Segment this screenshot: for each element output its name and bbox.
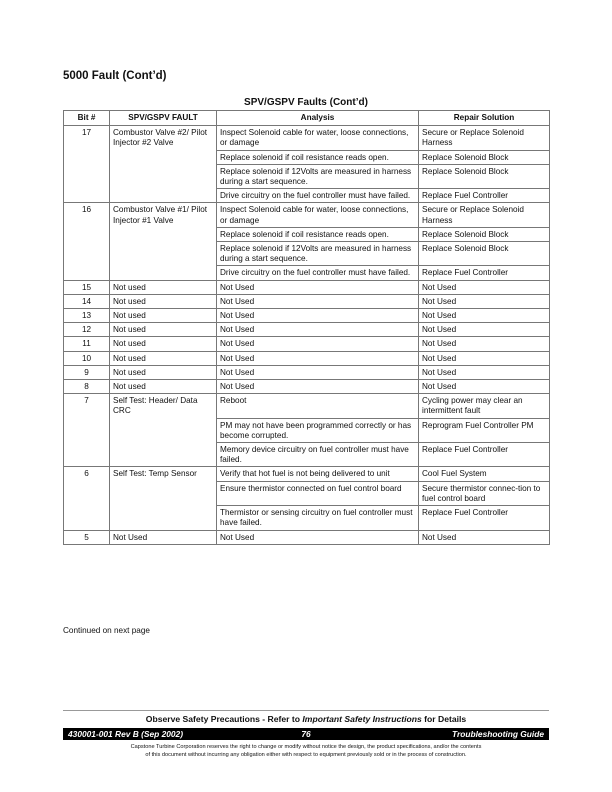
fault-cell: Not Used (110, 530, 217, 544)
analysis-cell: Not Used (217, 280, 419, 294)
safety-notice (63, 714, 549, 724)
disclaimer (70, 744, 542, 759)
analysis-cell: PM may not have been programmed correctly or has become corrupted. (217, 418, 419, 442)
faults-table (63, 110, 550, 545)
bit-cell: 13 (64, 309, 110, 323)
table-row (64, 394, 550, 418)
repair-cell: Secure thermistor connec-tion to fuel control board (419, 481, 550, 505)
bit-cell: 16 (64, 203, 110, 280)
header-analysis: Analysis (217, 111, 419, 126)
repair-cell: Replace Solenoid Block (419, 227, 550, 241)
analysis-cell: Not Used (217, 309, 419, 323)
disclaimer-line-1: Capstone Turbine Corporation reserves the right to change or modify without notice the design, the product specifications, and/or the contents (130, 744, 482, 750)
repair-cell: Replace Fuel Controller (419, 443, 550, 467)
analysis-cell: Not Used (217, 365, 419, 379)
repair-cell: Not Used (419, 323, 550, 337)
table-row (64, 126, 550, 150)
fault-cell: Combustor Valve #1/ Pilot Injector #1 Valve (110, 203, 217, 280)
table-title: SPV/GSPV Faults (Cont’d) (244, 97, 368, 108)
section-heading: 5000 Fault (Cont’d) (63, 70, 167, 82)
analysis-cell: Not Used (217, 351, 419, 365)
bit-cell: 7 (64, 394, 110, 467)
footer-bar (63, 728, 549, 740)
fault-cell: Combustor Valve #2/ Pilot Injector #2 Valve (110, 126, 217, 203)
bit-cell: 8 (64, 380, 110, 394)
table-header-row (64, 111, 550, 126)
disclaimer-line-2: of this document without incurring any obligation either with respect to equipment previously sold or in the process of construction. (145, 751, 467, 758)
fault-cell: Not used (110, 323, 217, 337)
continued-note: Continued on next page (63, 626, 150, 635)
analysis-cell: Replace solenoid if 12Volts are measured in harness during a start sequence. (217, 164, 419, 188)
footer-divider (63, 710, 549, 711)
table-row (64, 337, 550, 351)
analysis-cell: Drive circuitry on the fuel controller must have failed. (217, 266, 419, 280)
fault-cell: Self Test: Header/ Data CRC (110, 394, 217, 467)
analysis-cell: Not Used (217, 294, 419, 308)
repair-cell: Replace Fuel Controller (419, 266, 550, 280)
analysis-cell: Verify that hot fuel is not being delivered to unit (217, 467, 419, 481)
header-bit: Bit # (64, 111, 110, 126)
table-body (64, 126, 550, 545)
page-number: 76 (301, 729, 311, 739)
repair-cell: Cycling power may clear an intermittent fault (419, 394, 550, 418)
repair-cell: Reprogram Fuel Controller PM (419, 418, 550, 442)
table-row (64, 351, 550, 365)
repair-cell: Secure or Replace Solenoid Harness (419, 203, 550, 227)
table-row (64, 203, 550, 227)
fault-cell: Not used (110, 294, 217, 308)
fault-cell: Not used (110, 280, 217, 294)
analysis-cell: Inspect Solenoid cable for water, loose connections, or damage (217, 126, 419, 150)
table-row (64, 365, 550, 379)
repair-cell: Not Used (419, 337, 550, 351)
table-row (64, 323, 550, 337)
repair-cell: Replace Solenoid Block (419, 164, 550, 188)
analysis-cell: Not Used (217, 323, 419, 337)
bit-cell: 14 (64, 294, 110, 308)
safety-instructions-link: Important Safety Instructions (302, 714, 422, 724)
header-repair: Repair Solution (419, 111, 550, 126)
safety-prefix: Observe Safety Precautions - Refer to (145, 714, 303, 724)
bit-cell: 9 (64, 365, 110, 379)
table-row (64, 309, 550, 323)
repair-cell: Secure or Replace Solenoid Harness (419, 126, 550, 150)
bit-cell: 5 (64, 530, 110, 544)
guide-title: Troubleshooting Guide (452, 729, 544, 739)
table-row (64, 280, 550, 294)
bit-cell: 6 (64, 467, 110, 530)
repair-cell: Not Used (419, 351, 550, 365)
bit-cell: 11 (64, 337, 110, 351)
fault-cell: Not used (110, 380, 217, 394)
analysis-cell: Thermistor or sensing circuitry on fuel controller must have failed. (217, 506, 419, 530)
safety-suffix: for Details (421, 714, 467, 724)
analysis-cell: Replace solenoid if coil resistance reads open. (217, 227, 419, 241)
table-row (64, 530, 550, 544)
table-row (64, 380, 550, 394)
repair-cell: Not Used (419, 294, 550, 308)
analysis-cell: Not Used (217, 530, 419, 544)
fault-cell: Not used (110, 309, 217, 323)
analysis-cell: Drive circuitry on the fuel controller must have failed. (217, 189, 419, 203)
table-row (64, 467, 550, 481)
analysis-cell: Replace solenoid if coil resistance reads open. (217, 150, 419, 164)
repair-cell: Cool Fuel System (419, 467, 550, 481)
fault-cell: Not used (110, 337, 217, 351)
analysis-cell: Not Used (217, 337, 419, 351)
analysis-cell: Not Used (217, 380, 419, 394)
fault-cell: Not used (110, 365, 217, 379)
fault-cell: Self Test: Temp Sensor (110, 467, 217, 530)
repair-cell: Not Used (419, 530, 550, 544)
header-fault: SPV/GSPV FAULT (110, 111, 217, 126)
analysis-cell: Reboot (217, 394, 419, 418)
analysis-cell: Inspect Solenoid cable for water, loose connections, or damage (217, 203, 419, 227)
analysis-cell: Replace solenoid if 12Volts are measured in harness during a start sequence. (217, 242, 419, 266)
bit-cell: 10 (64, 351, 110, 365)
repair-cell: Replace Fuel Controller (419, 189, 550, 203)
repair-cell: Not Used (419, 365, 550, 379)
repair-cell: Replace Solenoid Block (419, 150, 550, 164)
table-row (64, 294, 550, 308)
doc-number: 430001-001 Rev B (Sep 2002) (68, 729, 183, 739)
fault-cell: Not used (110, 351, 217, 365)
analysis-cell: Ensure thermistor connected on fuel control board (217, 481, 419, 505)
analysis-cell: Memory device circuitry on fuel controller must have failed. (217, 443, 419, 467)
bit-cell: 12 (64, 323, 110, 337)
bit-cell: 15 (64, 280, 110, 294)
repair-cell: Replace Fuel Controller (419, 506, 550, 530)
repair-cell: Not Used (419, 380, 550, 394)
repair-cell: Not Used (419, 309, 550, 323)
repair-cell: Not Used (419, 280, 550, 294)
bit-cell: 17 (64, 126, 110, 203)
repair-cell: Replace Solenoid Block (419, 242, 550, 266)
